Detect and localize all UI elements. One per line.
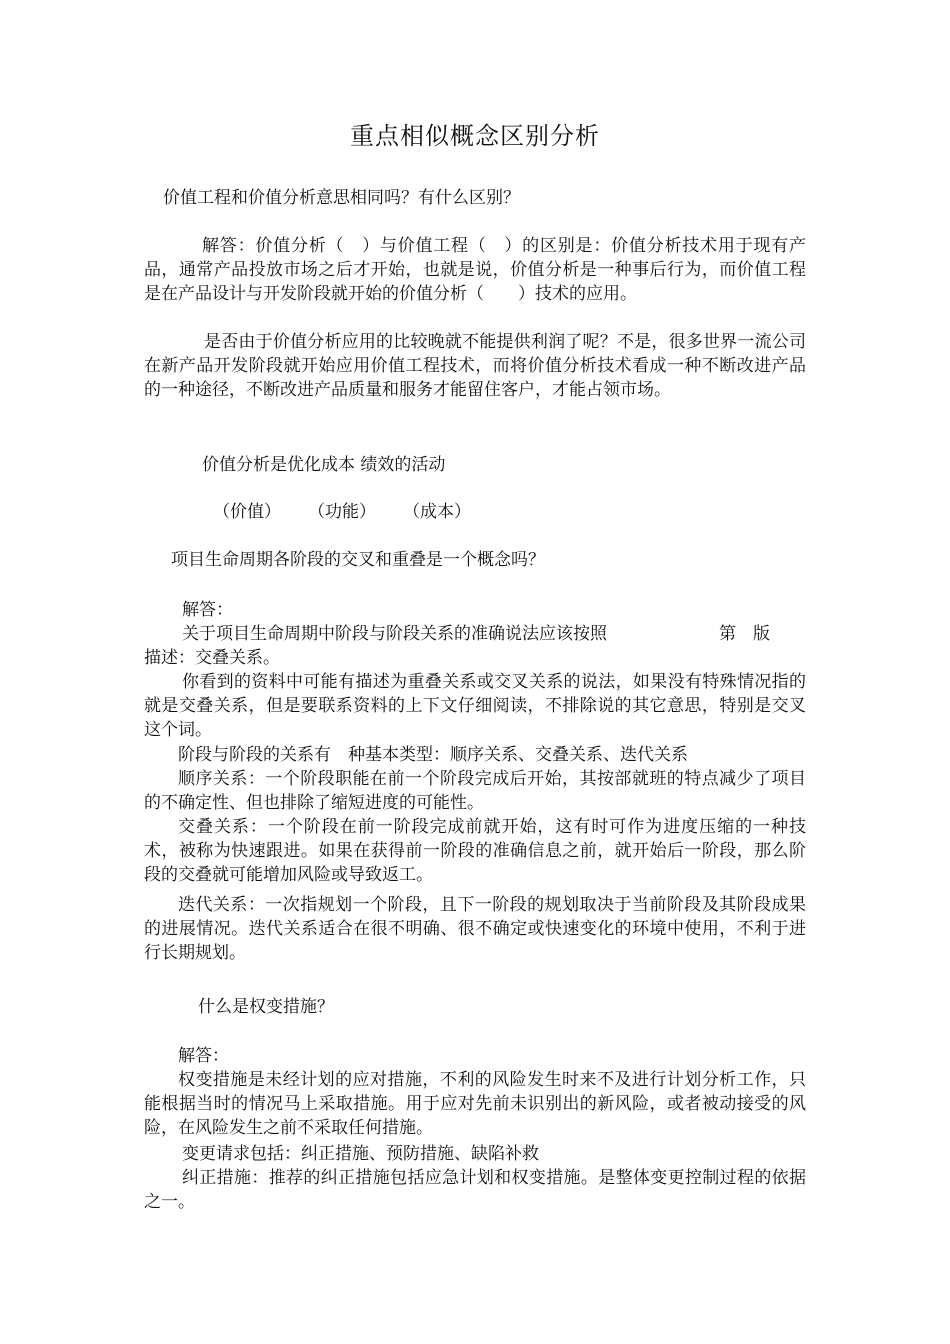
value-formula-line: 价值分析是优化成本 绩效的活动 — [202, 455, 446, 475]
formula-label-function: （功能） — [308, 502, 376, 522]
document-title: 重点相似概念区别分析 — [350, 122, 600, 150]
answer-heading: 解答： — [182, 600, 233, 620]
question-value-engineering: 价值工程和价值分析意思相同吗？有什么区别？ — [163, 188, 520, 208]
answer-heading-workaround: 解答： — [178, 1046, 229, 1066]
formula-label-cost: （成本） — [403, 502, 471, 522]
answer-lifecycle-edition: 第 版 — [719, 624, 770, 644]
formula-label-value: （价值） — [213, 502, 281, 522]
answer-change-request: 变更请求包括：纠正措施、预防措施、缺陷补救 — [182, 1144, 539, 1164]
answer-corrective-action: 纠正措施：推荐的纠正措施包括应急计划和权变措施。是整体变更控制过程的依据之一。 — [144, 1168, 806, 1212]
answer-value-engineering: 解答：价值分析（ ）与价值工程（ ）的区别是：价值分析技术用于现有产品，通常产品投放市场之后才开始，也就是说，价值分析是一种事后行为，而价值工程是在产品设计与开发阶段就开始的价值分析（ ）技术的应用。 — [144, 236, 806, 304]
question-workaround: 什么是权变措施？ — [198, 997, 334, 1017]
question-lifecycle-overlap: 项目生命周期各阶段的交叉和重叠是一个概念吗？ — [171, 550, 545, 570]
answer-iterative-relation: 迭代关系：一次指规划一个阶段，且下一阶段的规划取决于当前阶段及其阶段成果的进展情况。迭代关系适合在很不明确、很不确定或快速变化的环境中使用，不利于进行长期规划。 — [144, 895, 806, 963]
answer-overlapping-relation: 交叠关系：一个阶段在前一阶段完成前就开始，这有时可作为进度压缩的一种技术，被称为快速跟进。如果在获得前一阶段的准确信息之前，就开始后一阶段，那么阶段的交叠就可能增加风险或导致返工。 — [144, 817, 806, 885]
answer-lifecycle-types: 阶段与阶段的关系有 种基本类型：顺序关系、交叠关系、迭代关系 — [178, 745, 688, 765]
answer-sequential-relation: 顺序关系：一个阶段职能在前一个阶段完成后开始，其按部就班的特点减少了项目的不确定性、但也排除了缩短进度的可能性。 — [144, 769, 806, 813]
paragraph-value-analysis-timing: 是否由于价值分析应用的比较晚就不能提供利润了呢？不是，很多世界一流公司在新产品开发阶段就开始应用价值工程技术，而将价值分析技术看成一种不断改进产品的一种途径，不断改进产品质量和服务才能留住客户，才能占领市场。 — [144, 332, 806, 400]
answer-workaround-paragraph: 权变措施是未经计划的应对措施，不利的风险发生时来不及进行计划分析工作，只能根据当时的情况马上采取措施。用于应对先前未识别出的新风险，或者被动接受的风险，在风险发生之前不采取任何措施。 — [144, 1070, 806, 1138]
answer-lifecycle-line1: 关于项目生命周期中阶段与阶段关系的准确说法应该按照 — [182, 624, 607, 644]
answer-lifecycle-paragraph2: 你看到的资料中可能有描述为重叠关系或交叉关系的说法，如果没有特殊情况指的就是交叠关系，但是要联系资料的上下文仔细阅读，不排除说的其它意思，特别是交叉这个词。 — [144, 672, 806, 740]
answer-lifecycle-line2: 描述：交叠关系。 — [144, 648, 280, 668]
